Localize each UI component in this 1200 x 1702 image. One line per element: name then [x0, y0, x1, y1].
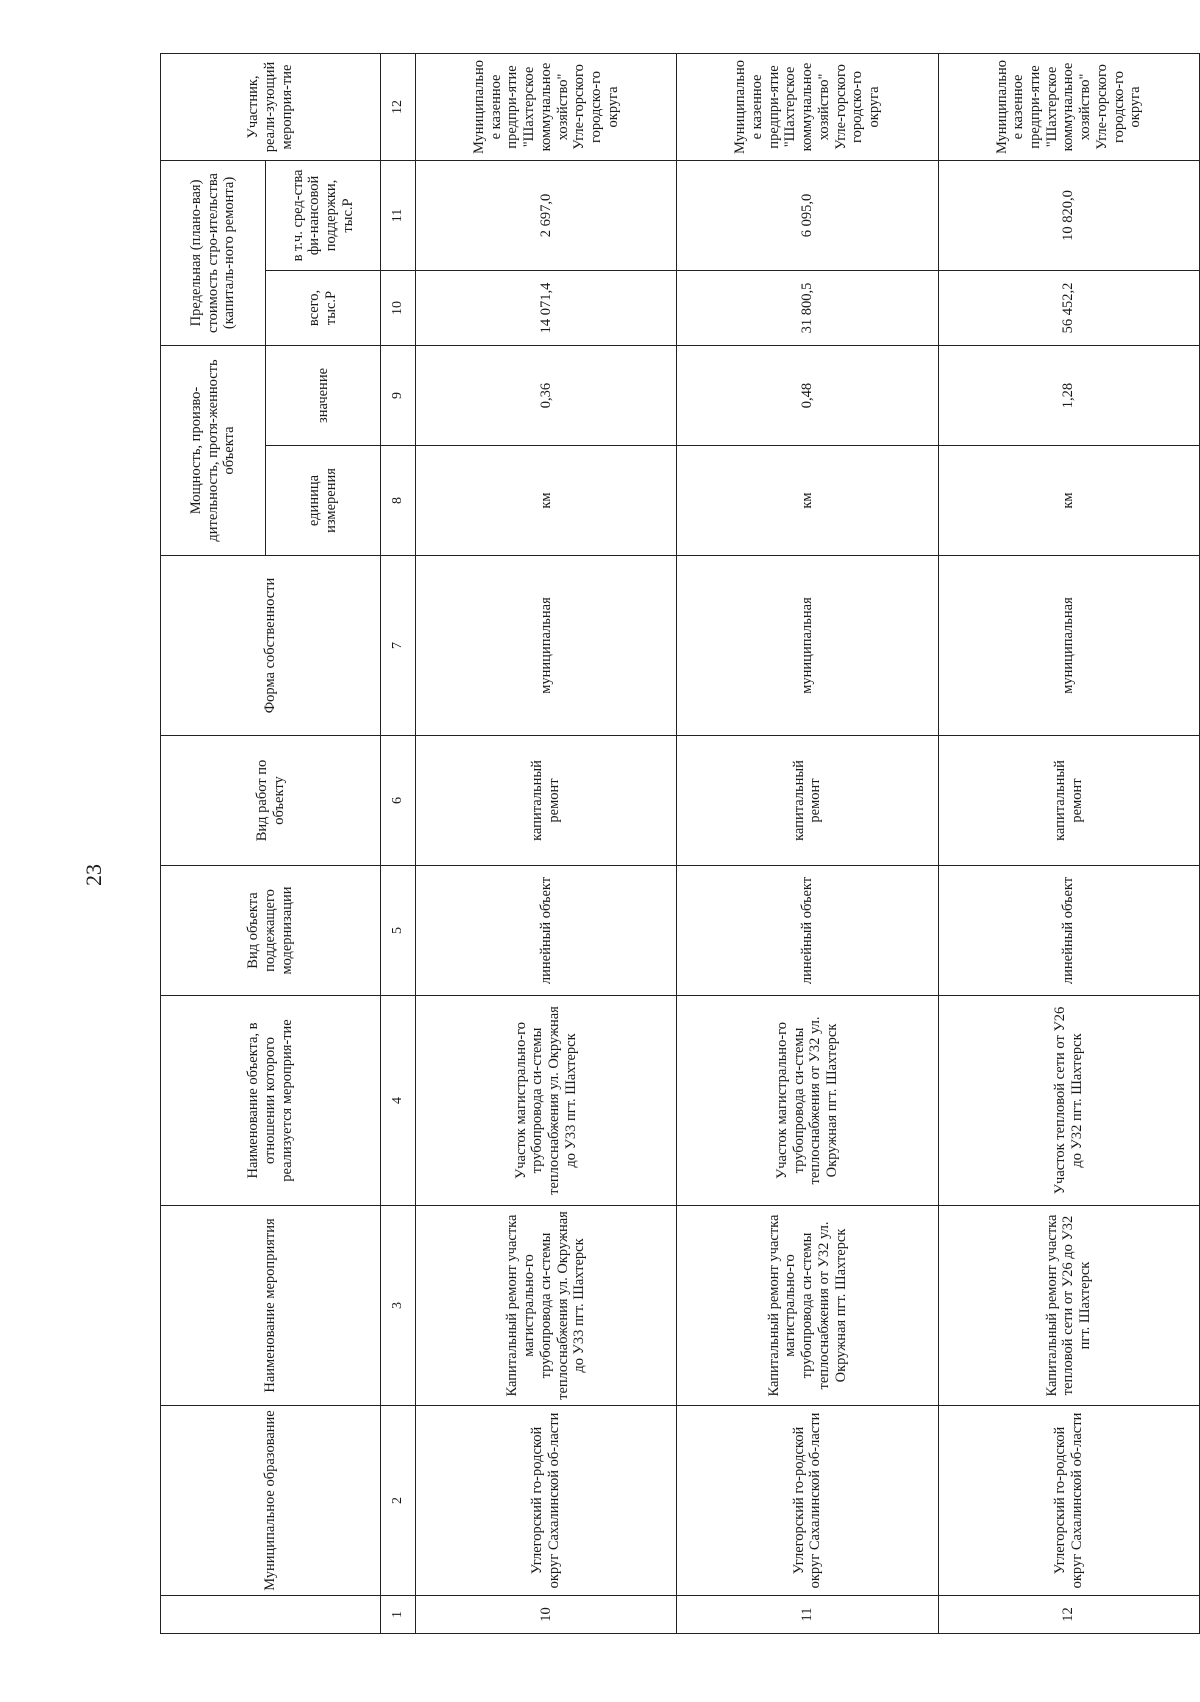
unit-cell: км — [677, 446, 938, 556]
participant-cell: Муниципальное казенное предпри-ятие "Шахтерское коммунальное хозяйство" Угле-горского городско-го округа — [677, 53, 938, 160]
participant-cell: Муниципальное казенное предпри-ятие "Шахтерское коммунальное хозяйство" Угле-горского городско-го округа — [938, 53, 1199, 160]
header-object: Наименование объекта, в отношении которого реализуется мероприя-тие — [161, 996, 381, 1206]
rotated-table-container — [160, 54, 1200, 1634]
header-work-type: Вид работ по объекту — [161, 736, 381, 866]
column-number: 9 — [381, 345, 416, 445]
object-type-cell: линейный объект — [938, 866, 1199, 996]
table-row — [938, 53, 1199, 1633]
ownership-cell: муниципальная — [677, 556, 938, 736]
header-participant: Участник, реали-зующий мероприя-тие — [161, 53, 381, 160]
header-event: Наименование мероприятия — [161, 1206, 381, 1406]
header-cost: Предельная (плано-вая) стоимость стро-ительства (капиталь-ного ремонта) — [161, 160, 266, 345]
unit-cell: км — [416, 446, 677, 556]
row-number: 12 — [938, 1596, 1199, 1634]
total-cost-cell: 31 800,5 — [677, 270, 938, 345]
header-value: значение — [266, 345, 381, 445]
column-number: 3 — [381, 1206, 416, 1406]
work-type-cell: капитальный ремонт — [677, 736, 938, 866]
municipality-cell: Углегорский го-родской округ Сахалинской об-ласти — [938, 1406, 1199, 1596]
header-unit: единица измерения — [266, 446, 381, 556]
column-number: 8 — [381, 446, 416, 556]
total-cost-cell: 14 071,4 — [416, 270, 677, 345]
table-row — [416, 53, 677, 1633]
page-number: 23 — [81, 864, 106, 886]
column-number-row — [381, 53, 416, 1633]
support-cost-cell: 6 095,0 — [677, 160, 938, 270]
work-type-cell: капитальный ремонт — [938, 736, 1199, 866]
object-cell: Участок магистрально-го трубопровода си-стемы теплоснабжения ул. Окружная до У33 пгт. Шахтерск — [416, 996, 677, 1206]
header-municipality: Муниципальное образование — [161, 1406, 381, 1596]
header-ownership: Форма собственности — [161, 556, 381, 736]
object-type-cell: линейный объект — [677, 866, 938, 996]
row-number: 10 — [416, 1596, 677, 1634]
row-number: 11 — [677, 1596, 938, 1634]
value-cell: 1,28 — [938, 345, 1199, 445]
column-number: 6 — [381, 736, 416, 866]
column-number: 2 — [381, 1406, 416, 1596]
event-cell: Капитальный ремонт участка тепловой сети от У26 до У32 пгт. Шахтерск — [938, 1206, 1199, 1406]
header-support: в т.ч. сред-ства фи-нансовой поддержки, тыс.Р — [266, 160, 381, 270]
table-row — [677, 53, 938, 1633]
unit-cell: км — [938, 446, 1199, 556]
header-capacity: Мощность, произво-дительность, протя-женность объекта — [161, 345, 266, 555]
support-cost-cell: 2 697,0 — [416, 160, 677, 270]
event-cell: Капитальный ремонт участка магистрально-го трубопровода си-стемы теплоснабжения от У32 ул. Окружная пгт. Шахтерск — [677, 1206, 938, 1406]
ownership-cell: муниципальная — [416, 556, 677, 736]
total-cost-cell: 56 452,2 — [938, 270, 1199, 345]
header-total: всего, тыс.Р — [266, 270, 381, 345]
header-col1 — [161, 1596, 381, 1634]
column-number: 7 — [381, 556, 416, 736]
column-number: 4 — [381, 996, 416, 1206]
work-type-cell: капитальный ремонт — [416, 736, 677, 866]
object-cell: Участок магистрально-го трубопровода си-стемы теплоснабжения от У32 ул. Окружная пгт. Шахтерск — [677, 996, 938, 1206]
header-row — [161, 53, 266, 1633]
column-number: 5 — [381, 866, 416, 996]
municipality-cell: Углегорский го-родской округ Сахалинской об-ласти — [677, 1406, 938, 1596]
event-cell: Капитальный ремонт участка магистрально-го трубопровода си-стемы теплоснабжения ул. Окружная до У33 пгт. Шахтерск — [416, 1206, 677, 1406]
program-table — [160, 53, 1200, 1634]
column-number: 1 — [381, 1596, 416, 1634]
column-number: 12 — [381, 53, 416, 160]
value-cell: 0,48 — [677, 345, 938, 445]
value-cell: 0,36 — [416, 345, 677, 445]
object-type-cell: линейный объект — [416, 866, 677, 996]
participant-cell: Муниципальное казенное предпри-ятие "Шахтерское коммунальное хозяйство" Угле-горского городско-го округа — [416, 53, 677, 160]
column-number: 10 — [381, 270, 416, 345]
municipality-cell: Углегорский го-родской округ Сахалинской об-ласти — [416, 1406, 677, 1596]
header-object-type: Вид объекта поддежащего модернизации — [161, 866, 381, 996]
object-cell: Участок тепловой сети от У26 до У32 пгт. Шахтерск — [938, 996, 1199, 1206]
column-number: 11 — [381, 160, 416, 270]
ownership-cell: муниципальная — [938, 556, 1199, 736]
support-cost-cell: 10 820,0 — [938, 160, 1199, 270]
